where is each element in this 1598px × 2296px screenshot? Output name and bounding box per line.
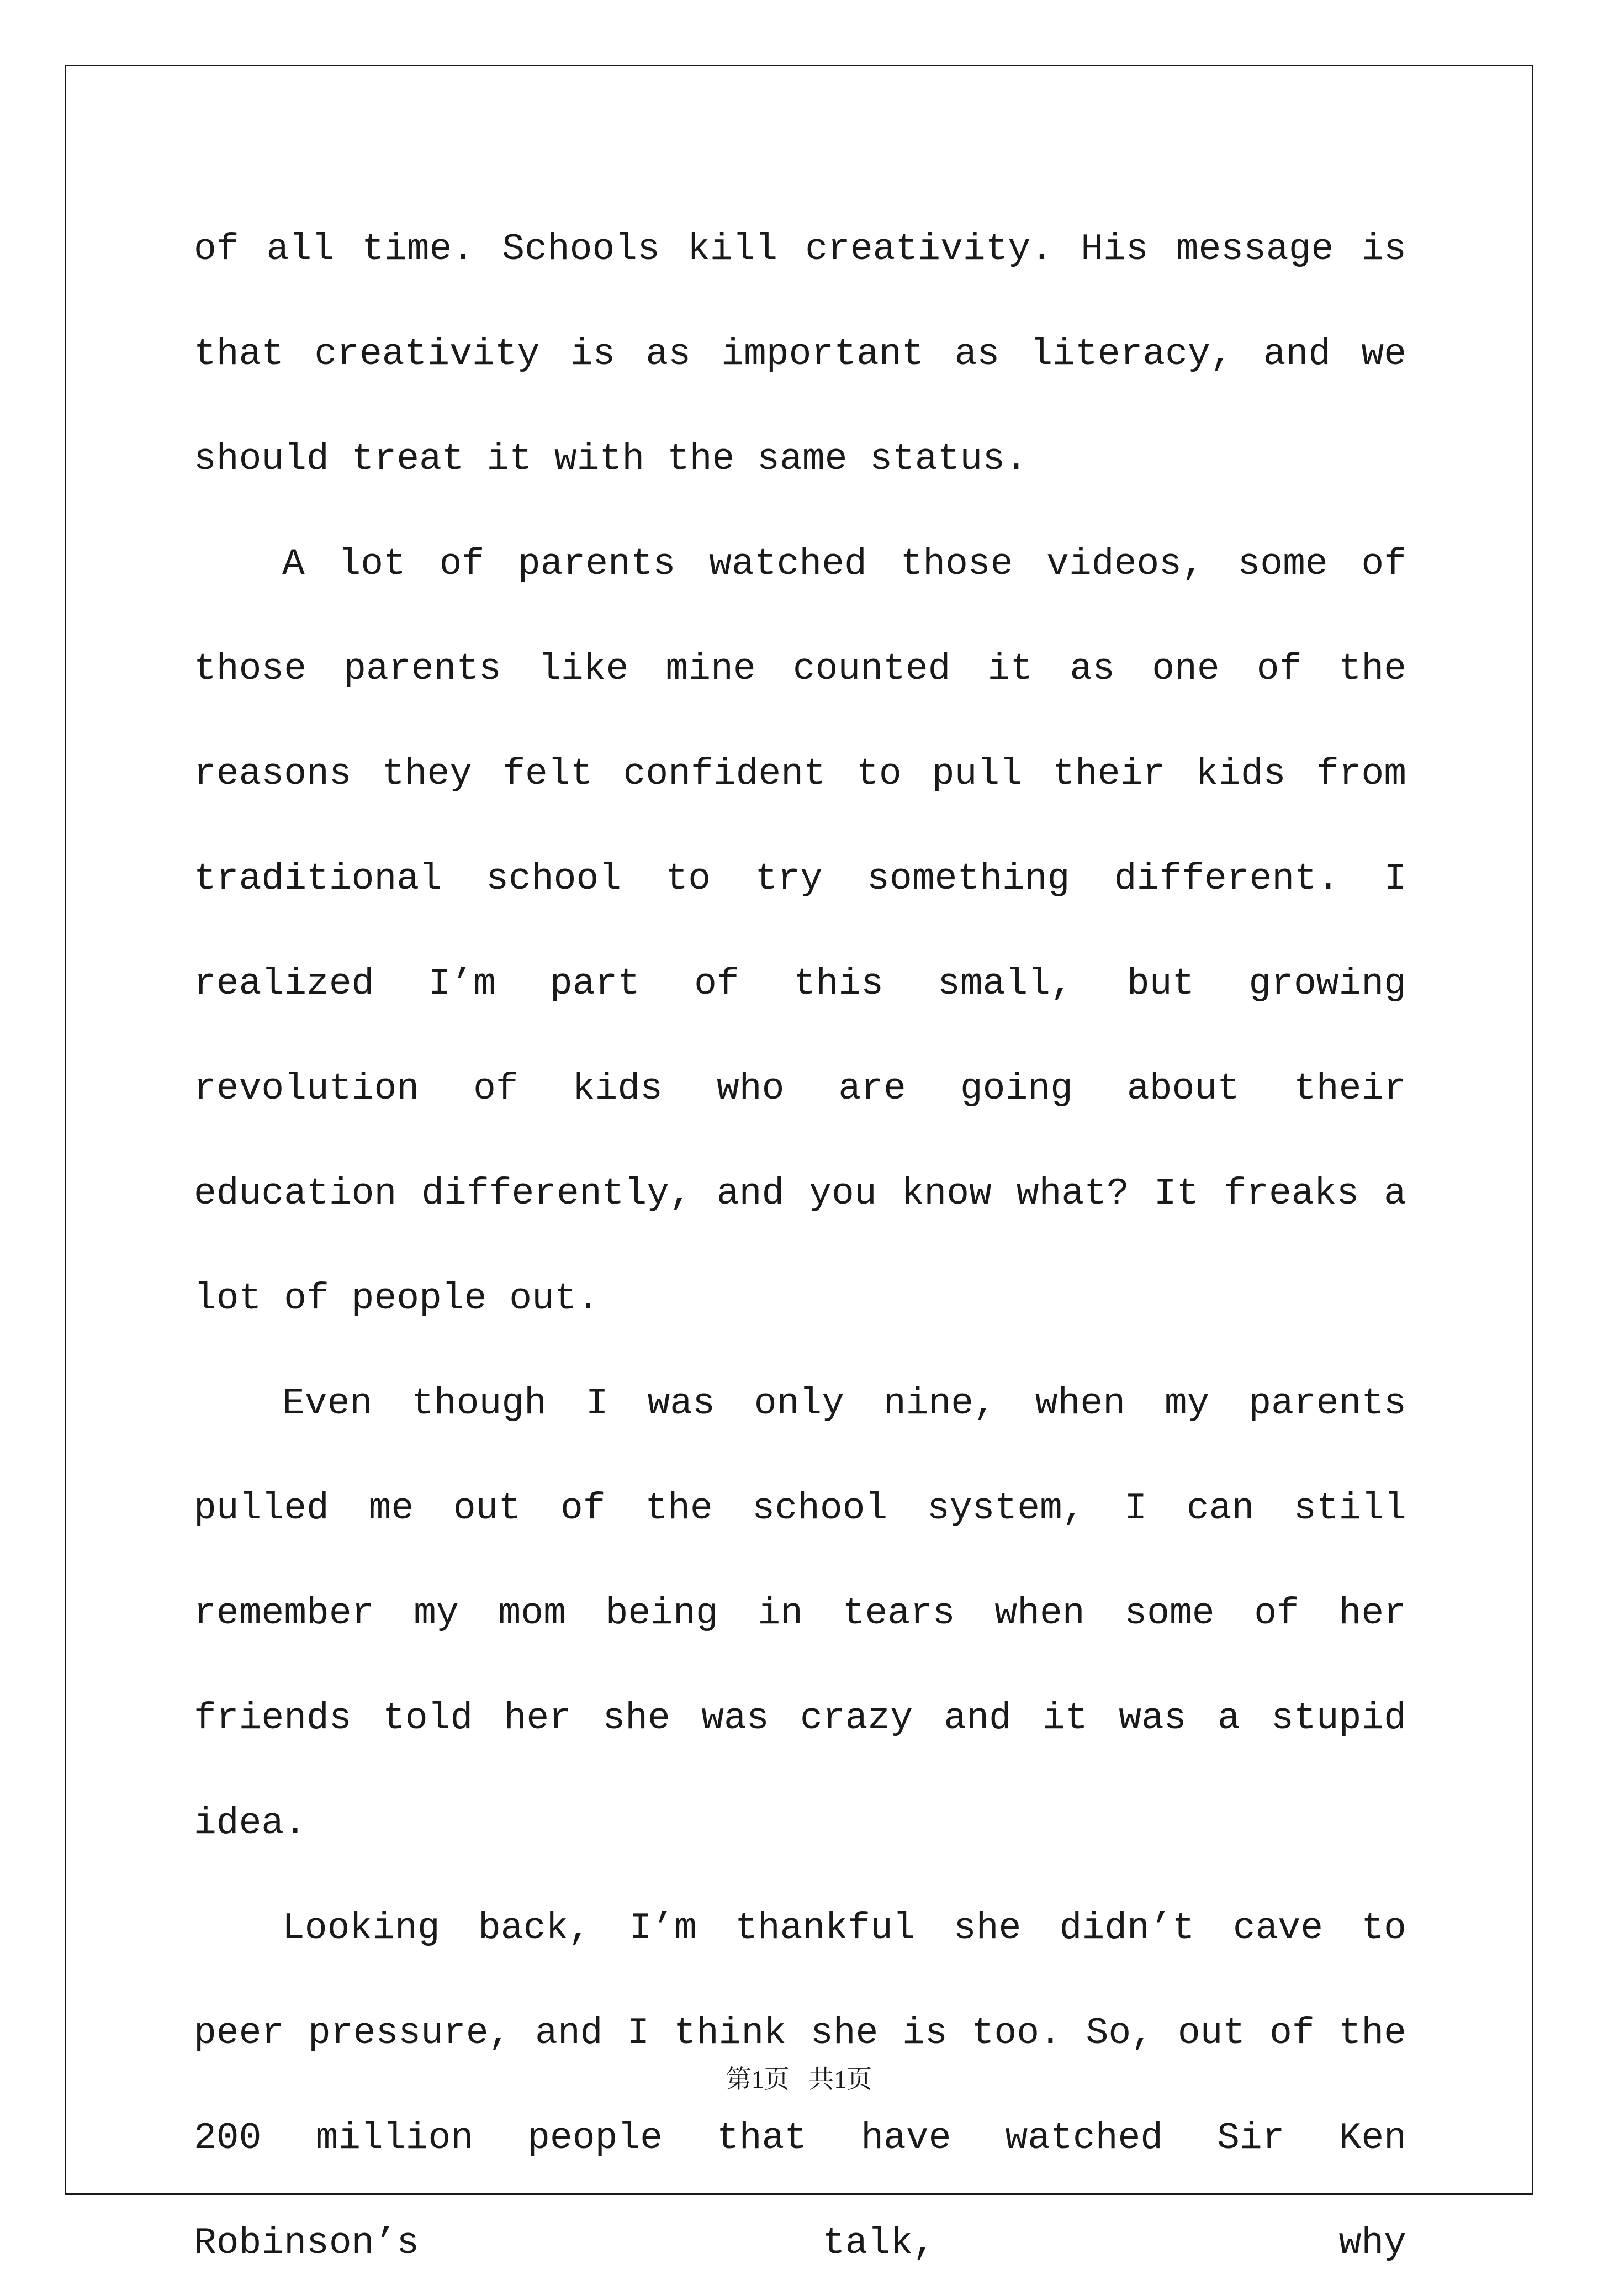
paragraph-2: A lot of parents watched those videos, some of those parents like mine counted it as one of the reasons they felt confident to pull their kids from traditional school to try something different. I realized I’m part of this small, but growing revolution of kids who are going about their education differently, and you know what? It freaks a lot of people out. xyxy=(194,543,1406,1320)
paragraph-4: Looking back, I’m thankful she didn’t cave to peer pressure, and I think she is too. So, out of the 200 million people that have watched Sir Ken Robinson’s talk, why xyxy=(194,1907,1406,2265)
page-footer: 第1页 共1页 xyxy=(726,2065,872,2093)
paragraph-1: of all time. Schools kill creativity. His message is that creativity is as important as literacy, and we should treat it with the same status. xyxy=(194,228,1406,481)
document-body xyxy=(194,197,1406,2296)
paragraph-3: Even though I was only nine, when my parents pulled me out of the school system, I can still remember my mom being in tears when some of her friends told her she was crazy and it was a stupid idea. xyxy=(194,1382,1406,1845)
